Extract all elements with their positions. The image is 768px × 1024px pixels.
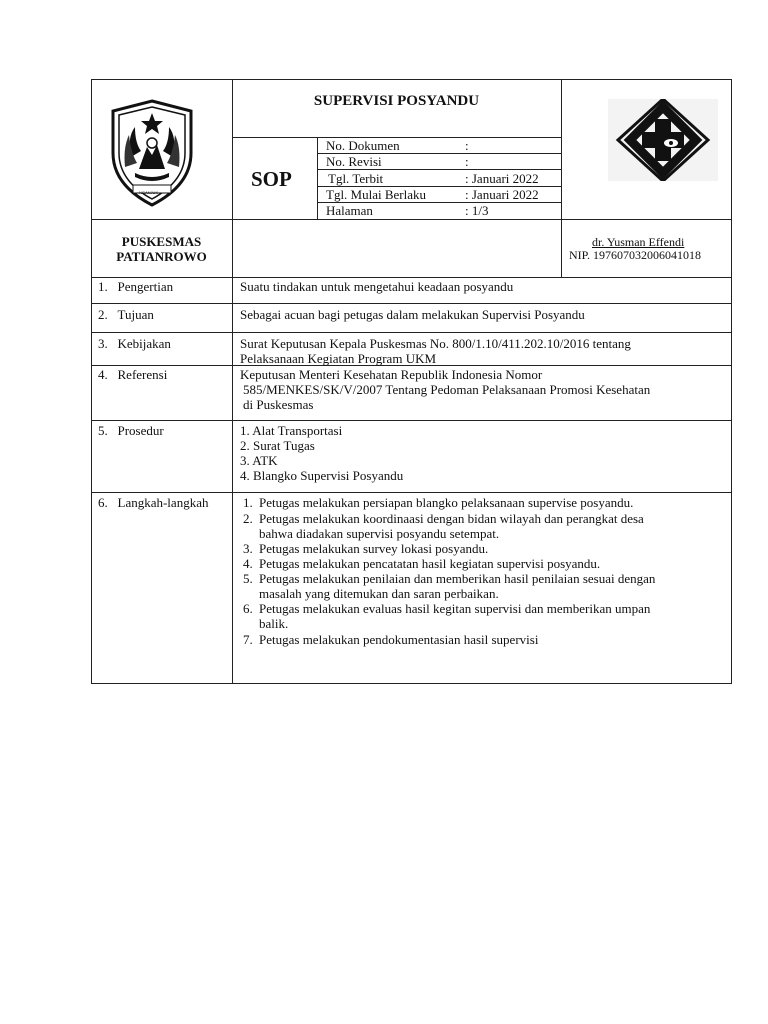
column-divider-sop	[317, 137, 318, 219]
langkah-text-5a: Petugas melakukan penilaian dan memberikan hasil penilaian sesuai dengan	[259, 571, 656, 586]
langkah-num-7: 7.	[243, 632, 253, 647]
row-divider-1	[91, 303, 732, 304]
row-label-kebijakan: 3. Kebijakan	[98, 336, 171, 351]
meta-label-no-dokumen: No. Dokumen	[326, 138, 400, 153]
prosedur-item-4: 4. Blangko Supervisi Posyandu	[240, 468, 404, 483]
langkah-num-3: 3.	[243, 541, 253, 556]
langkah-text-2a: Petugas melakukan koordinaasi dengan bidan wilayah dan perangkat desa	[259, 511, 644, 526]
row-divider-5	[91, 492, 732, 493]
puskesmas-logo	[608, 99, 718, 181]
row-text-kebijakan-2: Pelaksanaan Kegiatan Program UKM	[240, 351, 437, 366]
langkah-num-1: 1.	[243, 495, 253, 510]
prosedur-item-3: 3. ATK	[240, 453, 278, 468]
sop-label: SOP	[251, 167, 292, 191]
signer-nip: NIP. 197607032006041018	[569, 248, 702, 262]
signer-cell-divider	[561, 219, 562, 277]
meta-divider-2	[317, 169, 561, 170]
meta-value-no-dokumen: :	[465, 138, 469, 153]
row-divider-2	[91, 332, 732, 333]
column-divider-left	[232, 79, 233, 684]
langkah-text-3: Petugas melakukan survey lokasi posyandu.	[259, 541, 489, 556]
meta-value-no-revisi: :	[465, 154, 469, 169]
signer-name: dr. Yusman Effendi	[592, 235, 685, 249]
row-label-langkah: 6. Langkah-langkah	[98, 495, 209, 510]
document-title: SUPERVISI POSYANDU	[313, 93, 480, 109]
prosedur-item-2: 2. Surat Tugas	[240, 438, 315, 453]
row-text-referensi-2: 585/MENKES/SK/V/2007 Tentang Pedoman Pelaksanaan Promosi Kesehatan	[243, 382, 651, 397]
org-name-line2: PATIANROWO	[116, 249, 207, 264]
meta-value-tgl-terbit: : Januari 2022	[465, 171, 539, 186]
row-label-referensi: 4. Referensi	[98, 367, 168, 382]
regency-emblem-logo	[105, 97, 199, 211]
emblem-text: NGANJUK	[139, 190, 159, 195]
prosedur-item-1: 1. Alat Transportasi	[240, 423, 343, 438]
meta-value-tgl-mulai: : Januari 2022	[465, 187, 539, 202]
meta-label-halaman: Halaman	[326, 203, 373, 218]
row-label-pengertian: 1. Pengertian	[98, 279, 174, 294]
langkah-text-6a: Petugas melakukan evaluas hasil kegitan supervisi dan memberikan umpan	[259, 601, 651, 616]
meta-label-tgl-mulai: Tgl. Mulai Berlaku	[326, 187, 427, 202]
row-divider-org	[91, 277, 732, 278]
row-text-tujuan: Sebagai acuan bagi petugas dalam melakukan Supervisi Posyandu	[240, 307, 585, 322]
meta-label-tgl-terbit: Tgl. Terbit	[328, 171, 384, 186]
langkah-num-6: 6.	[243, 601, 253, 616]
langkah-text-1: Petugas melakukan persiapan blangko pelaksanaan supervise posyandu.	[259, 495, 634, 510]
langkah-num-5: 5.	[243, 571, 253, 586]
langkah-text-5b: masalah yang ditemukan dan saran perbaikan.	[259, 586, 499, 601]
row-divider-4	[91, 420, 732, 421]
column-divider-right	[561, 79, 562, 219]
row-label-prosedur: 5. Prosedur	[98, 423, 164, 438]
langkah-text-4: Petugas melakukan pencatatan hasil kegiatan supervisi posyandu.	[259, 556, 601, 571]
row-text-kebijakan-1: Surat Keputusan Kepala Puskesmas No. 800/1.10/411.202.10/2016 tentang	[240, 336, 631, 351]
langkah-text-2b: bahwa diadakan supervisi posyandu setempat.	[259, 526, 500, 541]
row-label-tujuan: 2. Tujuan	[98, 307, 154, 322]
langkah-num-4: 4.	[243, 556, 253, 571]
row-text-pengertian: Suatu tindakan untuk mengetahui keadaan posyandu	[240, 279, 514, 294]
langkah-text-7: Petugas melakukan pendokumentasian hasil supervisi	[259, 632, 539, 647]
meta-value-halaman: : 1/3	[465, 203, 489, 218]
health-cross-icon	[608, 99, 718, 181]
row-divider-header	[91, 219, 732, 220]
org-name-line1: PUSKESMAS	[121, 234, 202, 249]
row-text-referensi-1: Keputusan Menteri Kesehatan Republik Indonesia Nomor	[240, 367, 543, 382]
row-text-referensi-3: di Puskesmas	[243, 397, 314, 412]
meta-label-no-revisi: No. Revisi	[326, 154, 382, 169]
langkah-text-6b: balik.	[259, 616, 289, 631]
langkah-num-2: 2.	[243, 511, 253, 526]
